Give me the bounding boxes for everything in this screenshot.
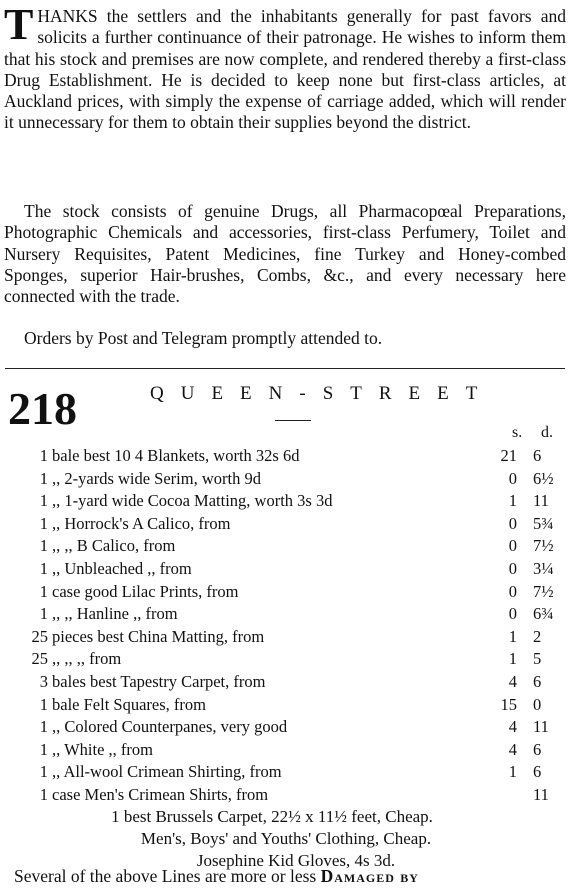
street-name: QUEEN-STREET: [150, 383, 495, 404]
item-pence: 6: [533, 446, 542, 465]
item-shillings: 0: [508, 604, 517, 624]
bottom-notice-text: Several of the above Lines are more or less: [14, 866, 317, 886]
item-description: ,, ,, Hanline ,, from: [52, 604, 178, 624]
table-row: [0, 739, 572, 761]
intro-paragraph-3: Orders by Post and Telegram promptly attended to.: [24, 328, 383, 348]
table-row: [0, 671, 572, 693]
item-description: ,, 2-yards wide Serim, worth 9d: [52, 468, 261, 488]
item-shillings: 0: [508, 559, 517, 578]
item-description: ,, 1-yard wide Cocoa Matting, worth 3s 3d: [52, 491, 333, 511]
item-description: ,, ,, B Calico, from: [52, 536, 176, 556]
carpet-line: 1 best Brussels Carpet, 22½ x 11½ feet, Cheap.: [111, 807, 433, 826]
item-quantity: 1: [39, 581, 48, 601]
intro-paragraph-2: The stock consists of genuine Drugs, all Pharmacopœal Preparations, Photographic Chemicals and accessories, first-class Perfumery, Toilet and Nursery Requisites, Patent Medicines, fine Turkey and Honey-combed Sponges, superior Hair-brushes, Combs, &c., and every necessary here connected with the trade.: [4, 201, 566, 307]
item-quantity: 1: [39, 694, 48, 714]
item-description: ,, ,, ,, from: [52, 649, 122, 669]
item-pence: 6½: [533, 468, 554, 488]
table-row: [0, 513, 572, 535]
item-pence: 11: [533, 785, 549, 804]
street-number: 218: [8, 383, 77, 434]
item-description: ,, All-wool Crimean Shirting, from: [52, 762, 282, 782]
item-quantity: 1: [39, 491, 48, 511]
item-quantity: 1: [39, 468, 48, 488]
table-row: [0, 648, 572, 670]
item-pence: 6: [533, 672, 542, 691]
item-pence: 6¾: [533, 604, 554, 624]
item-quantity: 3: [39, 672, 48, 691]
item-pence: 6: [533, 762, 542, 782]
item-shillings: 0: [508, 468, 517, 488]
item-shillings: 0: [508, 536, 517, 556]
item-pence: 11: [533, 717, 549, 737]
table-row: [0, 603, 572, 625]
pence-column-header: d.: [541, 424, 553, 441]
item-quantity: 1: [39, 559, 48, 578]
item-quantity: 25: [31, 649, 48, 669]
item-quantity: 1: [39, 785, 48, 804]
item-pence: 2: [533, 626, 542, 646]
intro-paragraph-1: [4, 0, 566, 134]
table-row: [0, 468, 572, 490]
table-row: [0, 535, 572, 557]
item-pence: 0: [533, 694, 542, 714]
section-divider: [5, 368, 565, 369]
item-shillings: 1: [508, 491, 517, 511]
table-row: [0, 716, 572, 738]
item-pence: 6: [533, 739, 542, 759]
shillings-column-header: s.: [512, 424, 523, 441]
table-row: [0, 490, 572, 512]
item-quantity: 1: [39, 513, 48, 533]
clothing-line: Men's, Boys' and Youths' Clothing, Cheap.: [140, 829, 432, 848]
item-description: case Men's Crimean Shirts, from: [52, 785, 269, 804]
street-underline: [275, 420, 311, 421]
item-shillings: 4: [508, 717, 517, 737]
item-pence: 7½: [533, 581, 554, 601]
bottom-notice: [14, 866, 419, 887]
item-description: bales best Tapestry Carpet, from: [52, 672, 266, 691]
item-pence: 3¼: [533, 559, 554, 578]
item-pence: 5¾: [533, 513, 554, 533]
item-shillings: 15: [500, 694, 517, 714]
item-quantity: 1: [39, 717, 48, 737]
item-description: ,, White ,, from: [52, 739, 153, 759]
drop-cap-letter: T: [4, 0, 34, 49]
item-quantity: 1: [39, 446, 48, 465]
gloves-line: Josephine Kid Gloves, 4s 3d.: [196, 851, 396, 870]
item-shillings: 1: [508, 626, 517, 646]
item-description: ,, Horrock's A Calico, from: [52, 513, 231, 533]
item-pence: 11: [533, 491, 549, 511]
table-row: [0, 558, 572, 580]
table-row: [0, 761, 572, 783]
item-quantity: 1: [39, 536, 48, 556]
item-description: pieces best China Matting, from: [52, 626, 265, 646]
item-shillings: 0: [508, 581, 517, 601]
item-shillings: 4: [508, 739, 517, 759]
item-quantity: 25: [31, 626, 48, 646]
table-row: [0, 445, 572, 467]
item-shillings: 1: [508, 649, 517, 669]
item-quantity: 1: [39, 762, 48, 782]
item-pence: 7½: [533, 536, 554, 556]
table-row: [0, 784, 572, 806]
item-description: case good Lilac Prints, from: [52, 581, 239, 601]
item-quantity: 1: [39, 739, 48, 759]
table-row: [0, 626, 572, 648]
intro-paragraph-1-text: HANKS the settlers and the inhabitants generally for past favors and solicits a further continuance of their patronage. He wishes to inform them that his stock and premises are now complete, and rendered thereby a first-class Drug Establishment. He is decided to keep none but first-class articles, at Auckland prices, with simply the expense of carriage added, which will render it unnecessary for them to obtain their supplies beyond the district.: [4, 6, 566, 133]
item-shillings: 0: [508, 513, 517, 533]
item-description: bale best 10 4 Blankets, worth 32s 6d: [52, 446, 300, 465]
item-description: ,, Colored Counterpanes, very good: [52, 717, 288, 737]
table-row: [0, 581, 572, 603]
item-shillings: 4: [508, 672, 517, 691]
table-row: [0, 694, 572, 716]
item-quantity: 1: [39, 604, 48, 624]
bottom-notice-emphasis: Damaged by: [320, 866, 419, 886]
item-description: bale Felt Squares, from: [52, 694, 206, 714]
item-description: ,, Unbleached ,, from: [52, 559, 192, 578]
item-pence: 5: [533, 649, 542, 669]
item-shillings: 1: [508, 762, 517, 782]
item-shillings: 21: [500, 446, 517, 465]
